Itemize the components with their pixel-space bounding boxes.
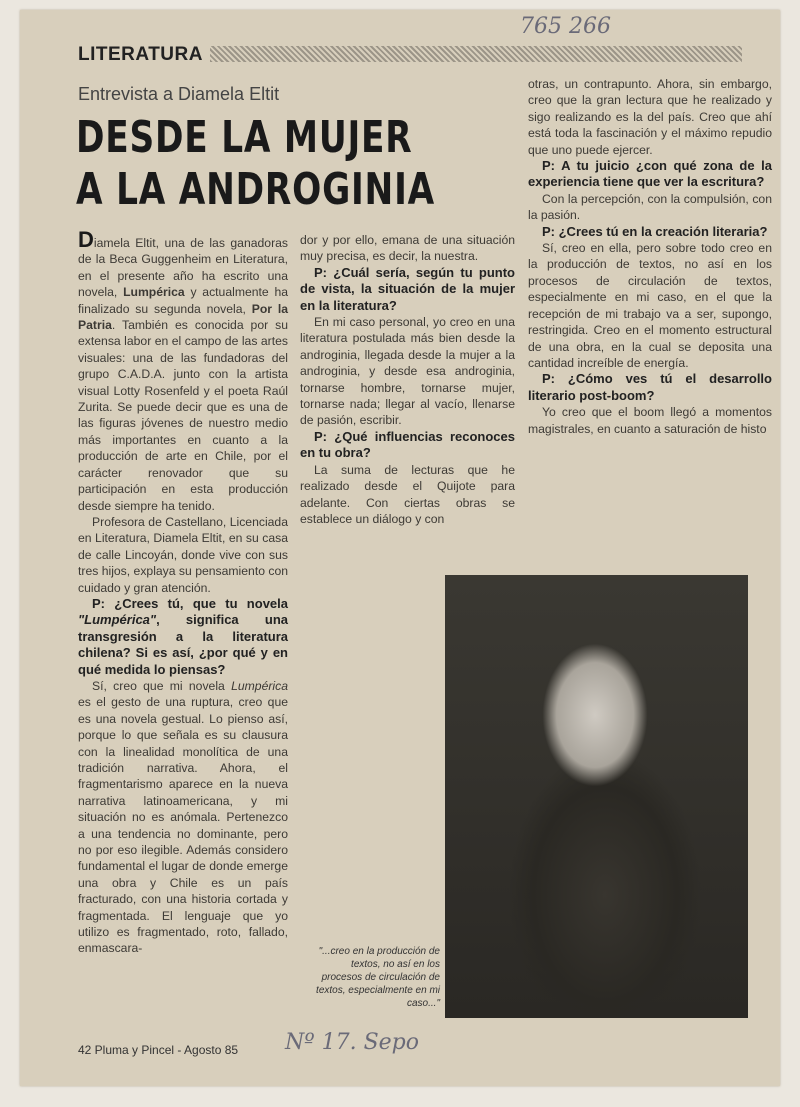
question: P: ¿Cómo ves tú el desarrollo literario post-boom?: [528, 371, 772, 403]
answer: Sí, creo en ella, pero sobre todo creo en la producción de textos, no así en los procesos de circulación de textos, especialmente en mi caso, en el que la recepción de mi trabajo va a ser, supongo, restringida. Creo en el momento estructural de una obra, en la cual se deposita una cantidad increíble de energía.: [528, 241, 772, 370]
portrait-photo: [445, 575, 748, 1018]
section-label: LITERATURA: [78, 44, 203, 65]
answer: Yo creo que el boom llegó a momentos magistrales, en cuanto a saturación de histo: [528, 405, 772, 436]
answer: Sí, creo que mi novela Lumpérica es el gesto de una ruptura, creo que es una novela gestual. Lo pienso así, porque lo que señala es su clausura con la linealidad monolítica de una tradición narrativa. Ahora, el fragmentarismo aparece en la nueva narrativa latinoamericana, y mi situación no es anómala. Pertenezco a una tendencia no dominante, pero no por eso ilegible. Además considero fundamental el lugar de donde emerge una obra y Chile es un país fracturado, con una historia cortada y fragmentada. El lenguaje que yo utilizo es fragmentado, roto, fallado, enmascara-: [78, 678, 288, 956]
article-title: [76, 112, 435, 216]
paragraph: Profesora de Castellano, Licenciada en Literatura, Diamela Eltit, en su casa de calle Lincoyán, donde vive con sus tres hijos, explaya su pensamiento con cuidado y gran atención.: [78, 514, 289, 595]
answer: Con la percepción, con la compulsión, con la pasión.: [528, 191, 772, 223]
question: P: ¿Crees tú en la creación literaria?: [542, 223, 768, 239]
title-line-2: A LA ANDROGINIA: [76, 164, 435, 215]
column-3: [528, 76, 772, 437]
question: P: ¿Cuál sería, según tu punto de vista, la situación de la mujer en la literatura?: [300, 264, 515, 313]
question: P: ¿Qué influencias reconoces en tu obra?: [300, 428, 515, 461]
section-rule: [210, 46, 742, 62]
intro-paragraph: Diamela Eltit, una de las ganadoras de la Beca Guggenheim en Literatura, en el presente año ha escrito una novela, Lumpérica y actualmente ha finalizado su segunda novela, Por la Patria. También es conocida por su extensa labor en el campo de las artes visuales: una de las fundadoras del grupo C.A.D.A. junto con la artista visual Lotty Rosenfeld y el poeta Raúl Zurita. Se puede decir que es una de las figuras jóvenes de nuestro medio más importantes en cuanto a la producción de arte en Chile, por el carácter renovador que su participación en esta producción desde siempre ha tenido.: [78, 227, 289, 513]
answer: otras, un contrapunto. Ahora, sin embargo, creo que la gran lectura que he realizado y sigo realizando es la del país. Creo que ahí está toda la fascinación y el máximo repudio que uno puede ejercer.: [528, 77, 772, 157]
subtitle: Entrevista a Diamela Eltit: [78, 84, 280, 104]
handwritten-note: Nº 17. Sepo: [285, 1030, 419, 1055]
photo-caption: "...creo en la producción de textos, no así en los procesos de circulación de textos, especialmente en mi caso...": [316, 946, 440, 1009]
answer: La suma de lecturas que he realizado desde el Quijote para adelante. Con ciertas obras se establece un diálogo y con: [300, 462, 515, 526]
column-2: [300, 232, 515, 527]
question: P: A tu juicio ¿con qué zona de la experiencia tiene que ver la escritura?: [528, 158, 772, 190]
answer: En mi caso personal, yo creo en una literatura postulada más bien desde la androginia, llegada desde la mujer a la androginia, y desde esa androginia, tornarse hombre, tornarse mujer, tornarse nada; llegar al vacío, llenarse de pasión, escribir.: [300, 315, 515, 428]
answer: dor y por ello, emana de una situación muy precisa, es decir, la nuestra.: [300, 233, 515, 264]
title-line-1: DESDE LA MUJER: [76, 112, 413, 163]
question: P: ¿Crees tú, que tu novela "Lumpérica", significa una transgresión a la literatura chilena? Si es así, ¿por qué y en qué medida lo piensas?: [78, 595, 288, 677]
column-1: [78, 227, 289, 957]
page-footer: 42 Pluma y Pincel - Agosto 85: [78, 1043, 239, 1057]
archive-number: 765 266: [520, 14, 611, 39]
